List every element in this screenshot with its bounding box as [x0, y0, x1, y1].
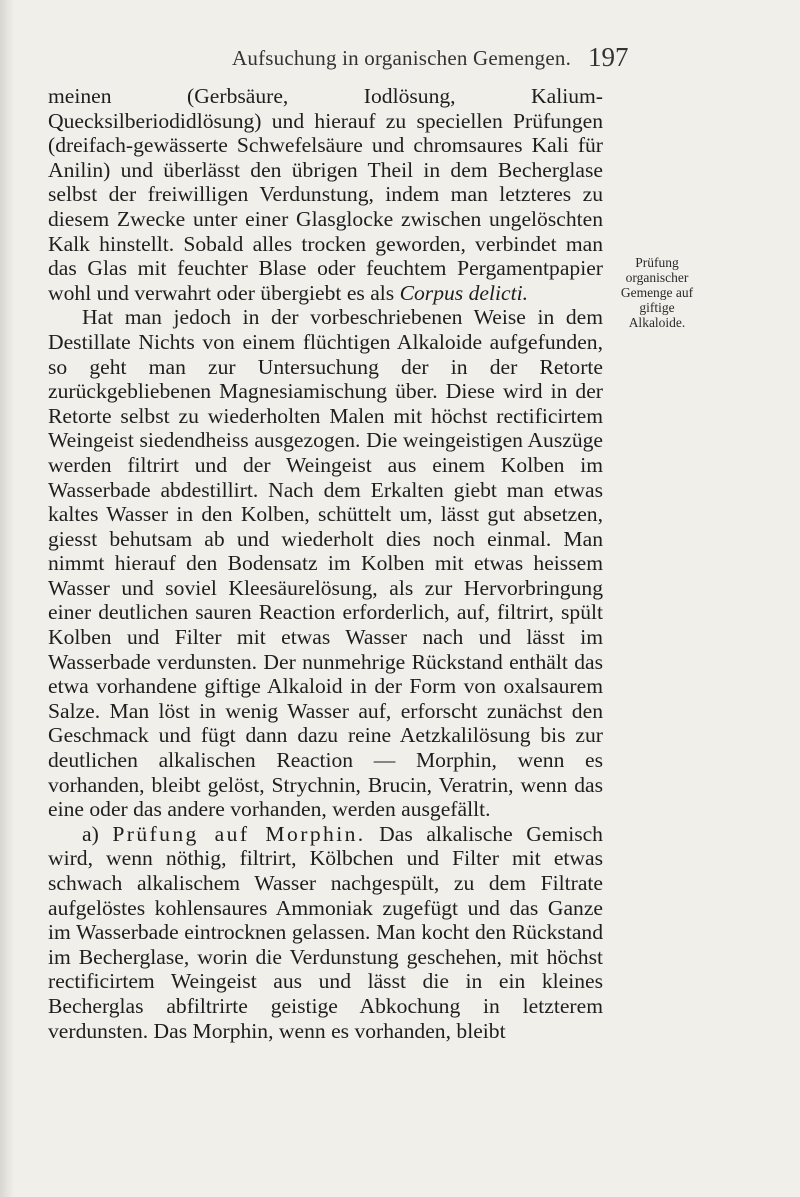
section-heading-morphin: Prüfung auf Morphin.: [112, 821, 366, 846]
binding-edge: [0, 0, 14, 1197]
paragraph-text: Das alkalische Gemisch wird, wenn nöthig, filtrirt, Kölbchen und Filter mit etwas schwach alkalischem Wasser nachgespült, zu dem Filtrate aufgelöstes kohlensaures Ammoniak zugefügt und das Ganze im Wasserbade eintrocknen gelassen. Man kocht den Rückstand im Becherglase, worin die Verdunstung geschehen, mit höchst rectificirtem Weingeist aus und lässt die in ein kleines Becherglas abfiltrirte geistige Abkochung in letzterem verdunsten. Das Morphin, wenn es vorhanden, bleibt: [48, 821, 603, 1043]
body-text: [48, 84, 603, 1043]
paragraph-magnesia-extraction: [48, 305, 603, 821]
paragraph-text: meinen (Gerbsäure, Iodlösung, Kalium-Quecksilberiodidlösung) und hierauf zu speciellen Prüfungen (dreifach-gewässerte Schwefelsäure und chromsaures Kali für Anilin) und überlässt den übrigen Theil in dem Becherglase selbst der freiwilligen Verdunstung, indem man letzteres zu diesem Zwecke unter einer Glasglocke zwischen ungelöschten Kalk hinstellt. Sobald alles trocken geworden, verbindet man das Glas mit feuchter Blase oder feuchtem Pergamentpapier wohl und verwahrt oder übergiebt es als: [48, 84, 603, 305]
paragraph-text: Hat man jedoch in der vorbeschriebenen Weise in dem Destillate Nichts von einem flüchtigen Alkaloide aufgefunden, so geht man zur Untersuchung der in der Retorte zurückgebliebenen Magnesiamischung über. Diese wird in der Retorte selbst zu wiederholten Malen mit höchst rectificirtem Weingeist siedendheiss ausgezogen. Die weingeistigen Auszüge werden filtrirt und der Weingeist aus einem Kolben im Wasserbade abdestillirt. Nach dem Erkalten giebt man etwas kaltes Wasser in den Kolben, schüttelt um, lässt gut absetzen, giesst behutsam ab und wiederholt dies noch einmal. Man nimmt hierauf den Bodensatz im Kolben mit etwas heissem Wasser und soviel Kleesäurelösung, als zur Hervorbringung einer deutlichen sauren Reaction erforderlich, auf, filtrirt, spült Kolben und Filter mit etwas Wasser nach und lässt im Wasserbade verdunsten. Der nunmehrige Rückstand enthält das etwa vorhandene giftige Alkaloid in der Form von oxalsaurem Salze. Man löst in wenig Wasser auf, erforscht zunächst den Geschmack und fügt dann dazu reine Aetzkalilösung bis zur deutlichen alkalischen Reaction — Morphin, wenn es vorhanden, bleibt gelöst, Strychnin, Brucin, Veratrin, wenn das eine oder das andere vorhanden, werden ausgefällt.: [48, 305, 603, 822]
running-header: [0, 44, 800, 84]
margin-note: Prüfung organischer Gemenge auf giftige Alkaloide.: [620, 255, 694, 330]
paragraph-morphin-test: [48, 822, 603, 1043]
page-number: 197: [588, 42, 629, 72]
italic-term-corpus-delicti: Corpus delicti.: [399, 280, 528, 305]
running-header-title: Aufsuchung in organischen Gemengen.: [232, 46, 572, 70]
paragraph-continuation: [48, 84, 603, 305]
section-label: a): [82, 821, 113, 846]
